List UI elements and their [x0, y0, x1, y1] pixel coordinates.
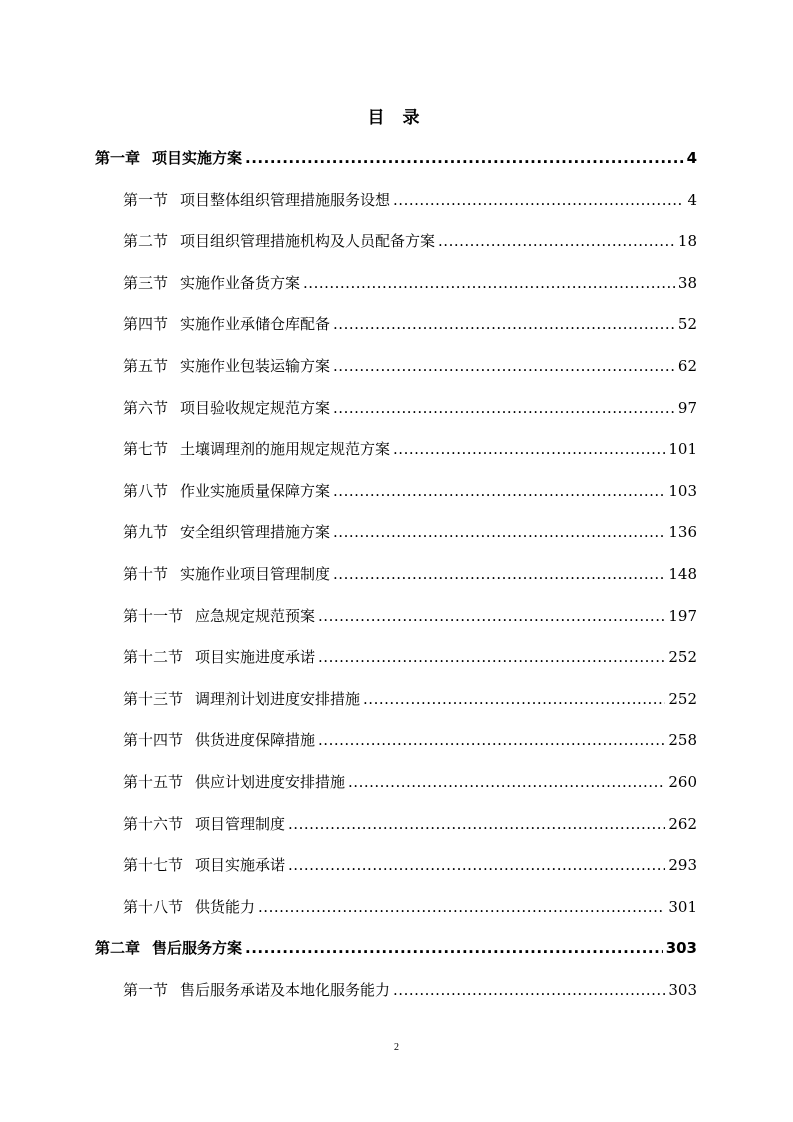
entry-page-number: 197 — [668, 607, 697, 625]
entry-title: 安全组织管理措施方案 — [180, 523, 331, 541]
entry-title: 项目实施进度承诺 — [195, 648, 316, 666]
entry-title: 项目实施承诺 — [195, 856, 286, 874]
toc-section-entry[interactable] — [123, 853, 697, 877]
dot-leader — [333, 479, 665, 503]
dot-leader — [333, 520, 665, 544]
entry-title: 项目验收规定规范方案 — [180, 399, 331, 417]
entry-label: 第十六节 — [123, 815, 184, 833]
entry-label: 第一章 — [95, 149, 141, 167]
entry-page-number: 103 — [668, 482, 697, 500]
toc-section-entry[interactable] — [123, 562, 697, 586]
entry-page-number: 4 — [686, 149, 697, 167]
entry-title: 实施作业备货方案 — [180, 274, 301, 292]
dot-leader — [393, 978, 665, 1002]
entry-label: 第二章 — [95, 939, 141, 957]
entry-label: 第十节 — [123, 565, 169, 583]
entry-page-number: 52 — [677, 315, 697, 333]
entry-label: 第十一节 — [123, 607, 184, 625]
dot-leader — [363, 687, 665, 711]
toc-section-entry[interactable] — [123, 396, 697, 420]
entry-label: 第六节 — [123, 399, 169, 417]
dot-leader — [393, 437, 665, 461]
entry-title: 售后服务方案 — [152, 939, 243, 957]
toc-heading: 目 录 — [367, 108, 426, 128]
toc-section-entry[interactable] — [123, 770, 697, 794]
dot-leader — [288, 853, 665, 877]
entry-page-number: 303 — [668, 981, 697, 999]
toc-section-entry[interactable] — [123, 520, 697, 544]
toc-section-entry[interactable] — [123, 687, 697, 711]
dot-leader — [318, 604, 665, 628]
entry-title: 调理剂计划进度安排措施 — [195, 690, 361, 708]
toc-section-entry[interactable] — [123, 271, 697, 295]
toc-section-entry[interactable] — [123, 895, 697, 919]
entry-page-number: 101 — [668, 440, 697, 458]
entry-page-number: 301 — [668, 898, 697, 916]
toc-section-entry[interactable] — [123, 188, 697, 212]
entry-page-number: 262 — [668, 815, 697, 833]
toc-section-entry[interactable] — [123, 229, 697, 253]
entry-title: 应急规定规范预案 — [195, 607, 316, 625]
entry-label: 第四节 — [123, 315, 169, 333]
toc-section-entry[interactable] — [123, 978, 697, 1002]
dot-leader — [303, 271, 675, 295]
entry-page-number: 260 — [668, 773, 697, 791]
entry-title: 供货能力 — [195, 898, 256, 916]
entry-page-number: 136 — [668, 523, 697, 541]
toc-section-entry[interactable] — [123, 437, 697, 461]
entry-title: 实施作业包装运输方案 — [180, 357, 331, 375]
toc-section-entry[interactable] — [123, 604, 697, 628]
toc-section-entry[interactable] — [123, 354, 697, 378]
toc-section-entry[interactable] — [123, 645, 697, 669]
entry-label: 第十四节 — [123, 731, 184, 749]
entry-title: 项目实施方案 — [152, 149, 243, 167]
entry-label: 第十八节 — [123, 898, 184, 916]
dot-leader — [333, 312, 675, 336]
entry-page-number: 4 — [687, 191, 697, 209]
entry-title: 项目管理制度 — [195, 815, 286, 833]
entry-page-number: 18 — [677, 232, 697, 250]
dot-leader — [318, 728, 665, 752]
entry-label: 第五节 — [123, 357, 169, 375]
entry-title: 土壤调理剂的施用规定规范方案 — [180, 440, 391, 458]
dot-leader — [333, 396, 675, 420]
entry-label: 第三节 — [123, 274, 169, 292]
entry-title: 实施作业承储仓库配备 — [180, 315, 331, 333]
dot-leader — [333, 562, 665, 586]
entry-page-number: 62 — [677, 357, 697, 375]
entry-page-number: 252 — [668, 690, 697, 708]
dot-leader — [333, 354, 675, 378]
toc-chapter-entry[interactable] — [95, 146, 697, 170]
entry-page-number: 148 — [668, 565, 697, 583]
entry-title: 售后服务承诺及本地化服务能力 — [180, 981, 391, 999]
dot-leader — [438, 229, 675, 253]
entry-page-number: 258 — [668, 731, 697, 749]
entry-label: 第十七节 — [123, 856, 184, 874]
dot-leader — [245, 146, 684, 170]
entry-title: 作业实施质量保障方案 — [180, 482, 331, 500]
entry-label: 第十三节 — [123, 690, 184, 708]
entry-label: 第八节 — [123, 482, 169, 500]
dot-leader — [288, 812, 665, 836]
entry-label: 第九节 — [123, 523, 169, 541]
toc-chapter-entry[interactable] — [95, 936, 697, 960]
toc-section-entry[interactable] — [123, 812, 697, 836]
entry-label: 第十五节 — [123, 773, 184, 791]
toc-section-entry[interactable] — [123, 479, 697, 503]
entry-label: 第一节 — [123, 981, 169, 999]
dot-leader — [318, 645, 665, 669]
entry-title: 实施作业项目管理制度 — [180, 565, 331, 583]
entry-title: 供货进度保障措施 — [195, 731, 316, 749]
entry-label: 第一节 — [123, 191, 169, 209]
entry-title: 项目组织管理措施机构及人员配备方案 — [180, 232, 436, 250]
dot-leader — [348, 770, 665, 794]
entry-label: 第二节 — [123, 232, 169, 250]
page-number: 2 — [394, 1042, 399, 1053]
dot-leader — [258, 895, 665, 919]
entry-page-number: 38 — [677, 274, 697, 292]
toc-section-entry[interactable] — [123, 312, 697, 336]
entry-page-number: 252 — [668, 648, 697, 666]
entry-label: 第七节 — [123, 440, 169, 458]
dot-leader — [245, 936, 663, 960]
entry-page-number: 303 — [665, 939, 697, 957]
entry-page-number: 97 — [677, 399, 697, 417]
entry-title: 项目整体组织管理措施服务设想 — [180, 191, 391, 209]
entry-page-number: 293 — [668, 856, 697, 874]
dot-leader — [393, 188, 684, 212]
entry-label: 第十二节 — [123, 648, 184, 666]
toc-section-entry[interactable] — [123, 728, 697, 752]
entry-title: 供应计划进度安排措施 — [195, 773, 346, 791]
